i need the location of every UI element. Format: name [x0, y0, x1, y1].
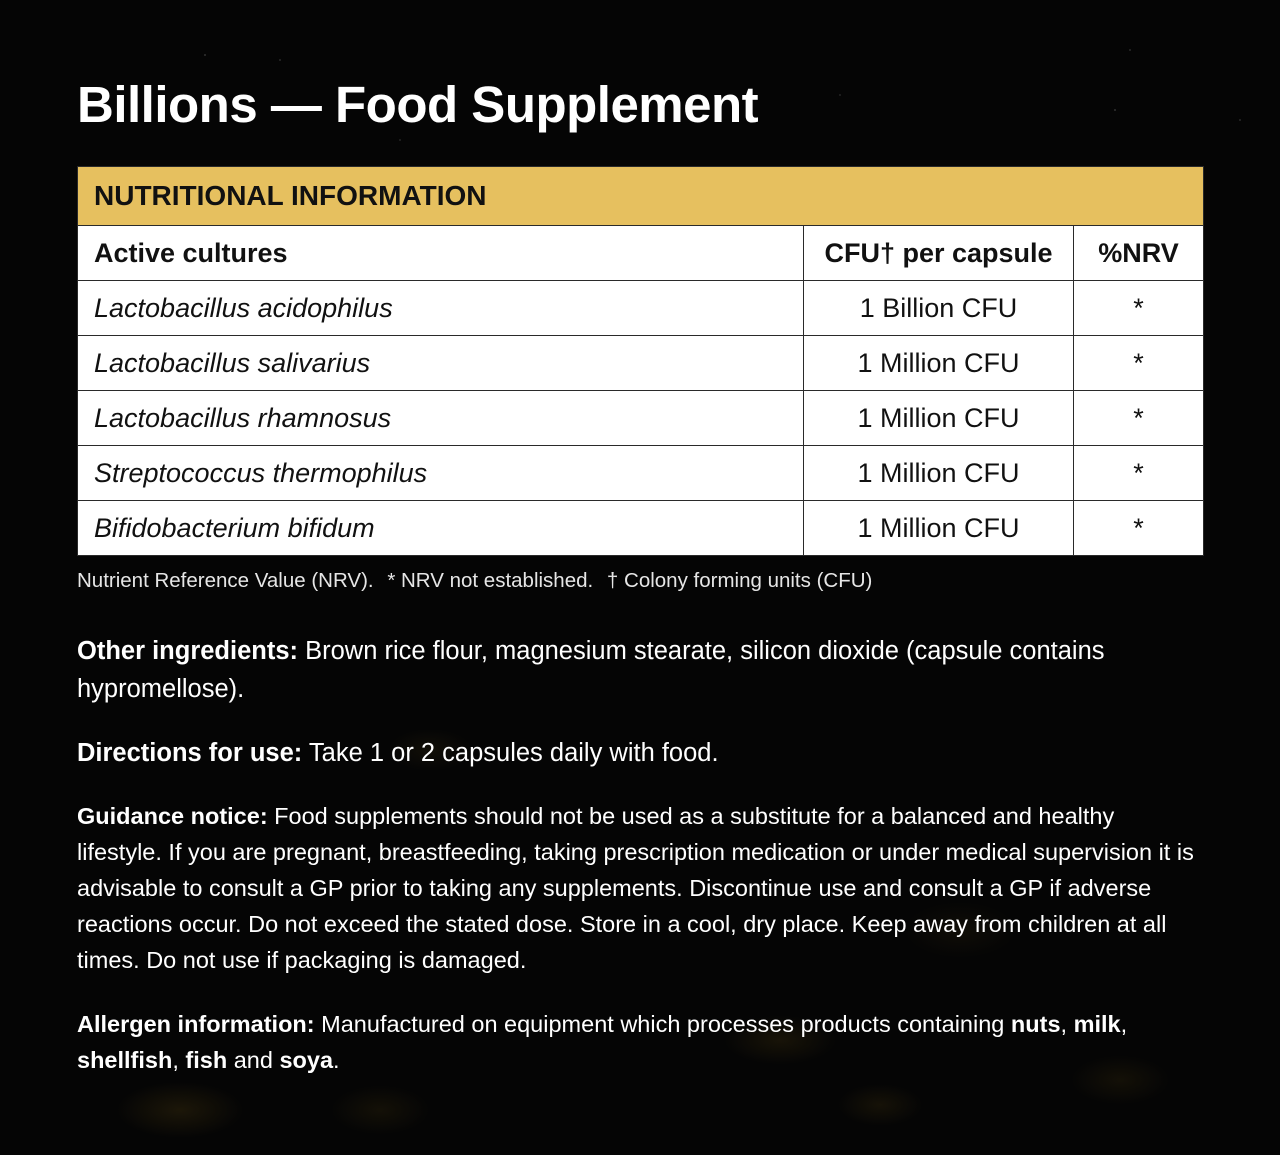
table-banner-row — [78, 167, 1204, 226]
other-ingredients-text: Brown rice flour, magnesium stearate, silicon dioxide (capsule contains hypromellose). — [77, 637, 1105, 703]
allergen-separator: , — [1120, 1011, 1128, 1037]
footnote-not-established: * NRV not established. — [387, 569, 594, 592]
guidance-label: Guidance notice: — [77, 803, 268, 829]
table-row — [78, 391, 1204, 446]
allergen-shellfish: shellfish — [77, 1047, 173, 1073]
column-header-nrv: %NRV — [1074, 226, 1204, 281]
allergen-end: . — [333, 1047, 340, 1073]
table-banner: NUTRITIONAL INFORMATION — [78, 167, 1204, 226]
table-footnote — [77, 569, 872, 593]
table-row — [78, 501, 1204, 556]
allergen-separator: , — [172, 1047, 186, 1073]
culture-name: Lactobacillus rhamnosus — [78, 391, 804, 446]
cfu-value: 1 Billion CFU — [804, 281, 1074, 336]
directions-label: Directions for use: — [77, 739, 303, 767]
table-row — [78, 281, 1204, 336]
allergen-fish: fish — [185, 1047, 228, 1073]
nrv-value: * — [1074, 391, 1204, 446]
guidance-notice — [77, 798, 1202, 978]
table-header-row — [78, 226, 1204, 281]
allergen-separator: and — [227, 1047, 280, 1073]
cfu-value: 1 Million CFU — [804, 336, 1074, 391]
nutrition-table — [77, 166, 1204, 556]
directions-for-use — [77, 734, 1207, 772]
nrv-value: * — [1074, 336, 1204, 391]
nrv-value: * — [1074, 446, 1204, 501]
nrv-value: * — [1074, 281, 1204, 336]
column-header-cfu: CFU† per capsule — [804, 226, 1074, 281]
directions-text: Take 1 or 2 capsules daily with food. — [302, 739, 719, 767]
column-header-cultures: Active cultures — [78, 226, 804, 281]
other-ingredients-label: Other ingredients: — [77, 637, 299, 665]
allergen-separator: , — [1060, 1011, 1074, 1037]
culture-name: Streptococcus thermophilus — [78, 446, 804, 501]
footnote-cfu: † Colony forming units (CFU) — [606, 569, 873, 592]
table-row — [78, 446, 1204, 501]
culture-name: Lactobacillus acidophilus — [78, 281, 804, 336]
culture-name: Lactobacillus salivarius — [78, 336, 804, 391]
allergen-nuts: nuts — [1010, 1011, 1061, 1037]
page-title: Billions — Food Supplement — [77, 76, 759, 133]
table-row — [78, 336, 1204, 391]
allergen-soya: soya — [279, 1047, 334, 1073]
allergen-information — [77, 1006, 1207, 1078]
cfu-value: 1 Million CFU — [804, 446, 1074, 501]
guidance-text: Food supplements should not be used as a substitute for a balanced and healthy lifestyle. If you are pregnant, breastfeeding, taking prescription medication or under medical supervision it is advisable to consult a GP prior to taking any supplements. Discontinue use and consult a GP if adverse reactions occur. Do not exceed the stated dose. Store in a cool, dry place. Keep away from children at all times. Do not use if packaging is damaged. — [77, 803, 1194, 973]
cfu-value: 1 Million CFU — [804, 501, 1074, 556]
culture-name: Bifidobacterium bifidum — [78, 501, 804, 556]
allergen-text: Manufactured on equipment which processes products containing — [314, 1011, 1011, 1037]
footnote-nrv: Nutrient Reference Value (NRV). — [77, 569, 374, 592]
allergen-label: Allergen information: — [77, 1011, 315, 1037]
nrv-value: * — [1074, 501, 1204, 556]
other-ingredients — [77, 632, 1207, 708]
allergen-milk: milk — [1073, 1011, 1121, 1037]
cfu-value: 1 Million CFU — [804, 391, 1074, 446]
